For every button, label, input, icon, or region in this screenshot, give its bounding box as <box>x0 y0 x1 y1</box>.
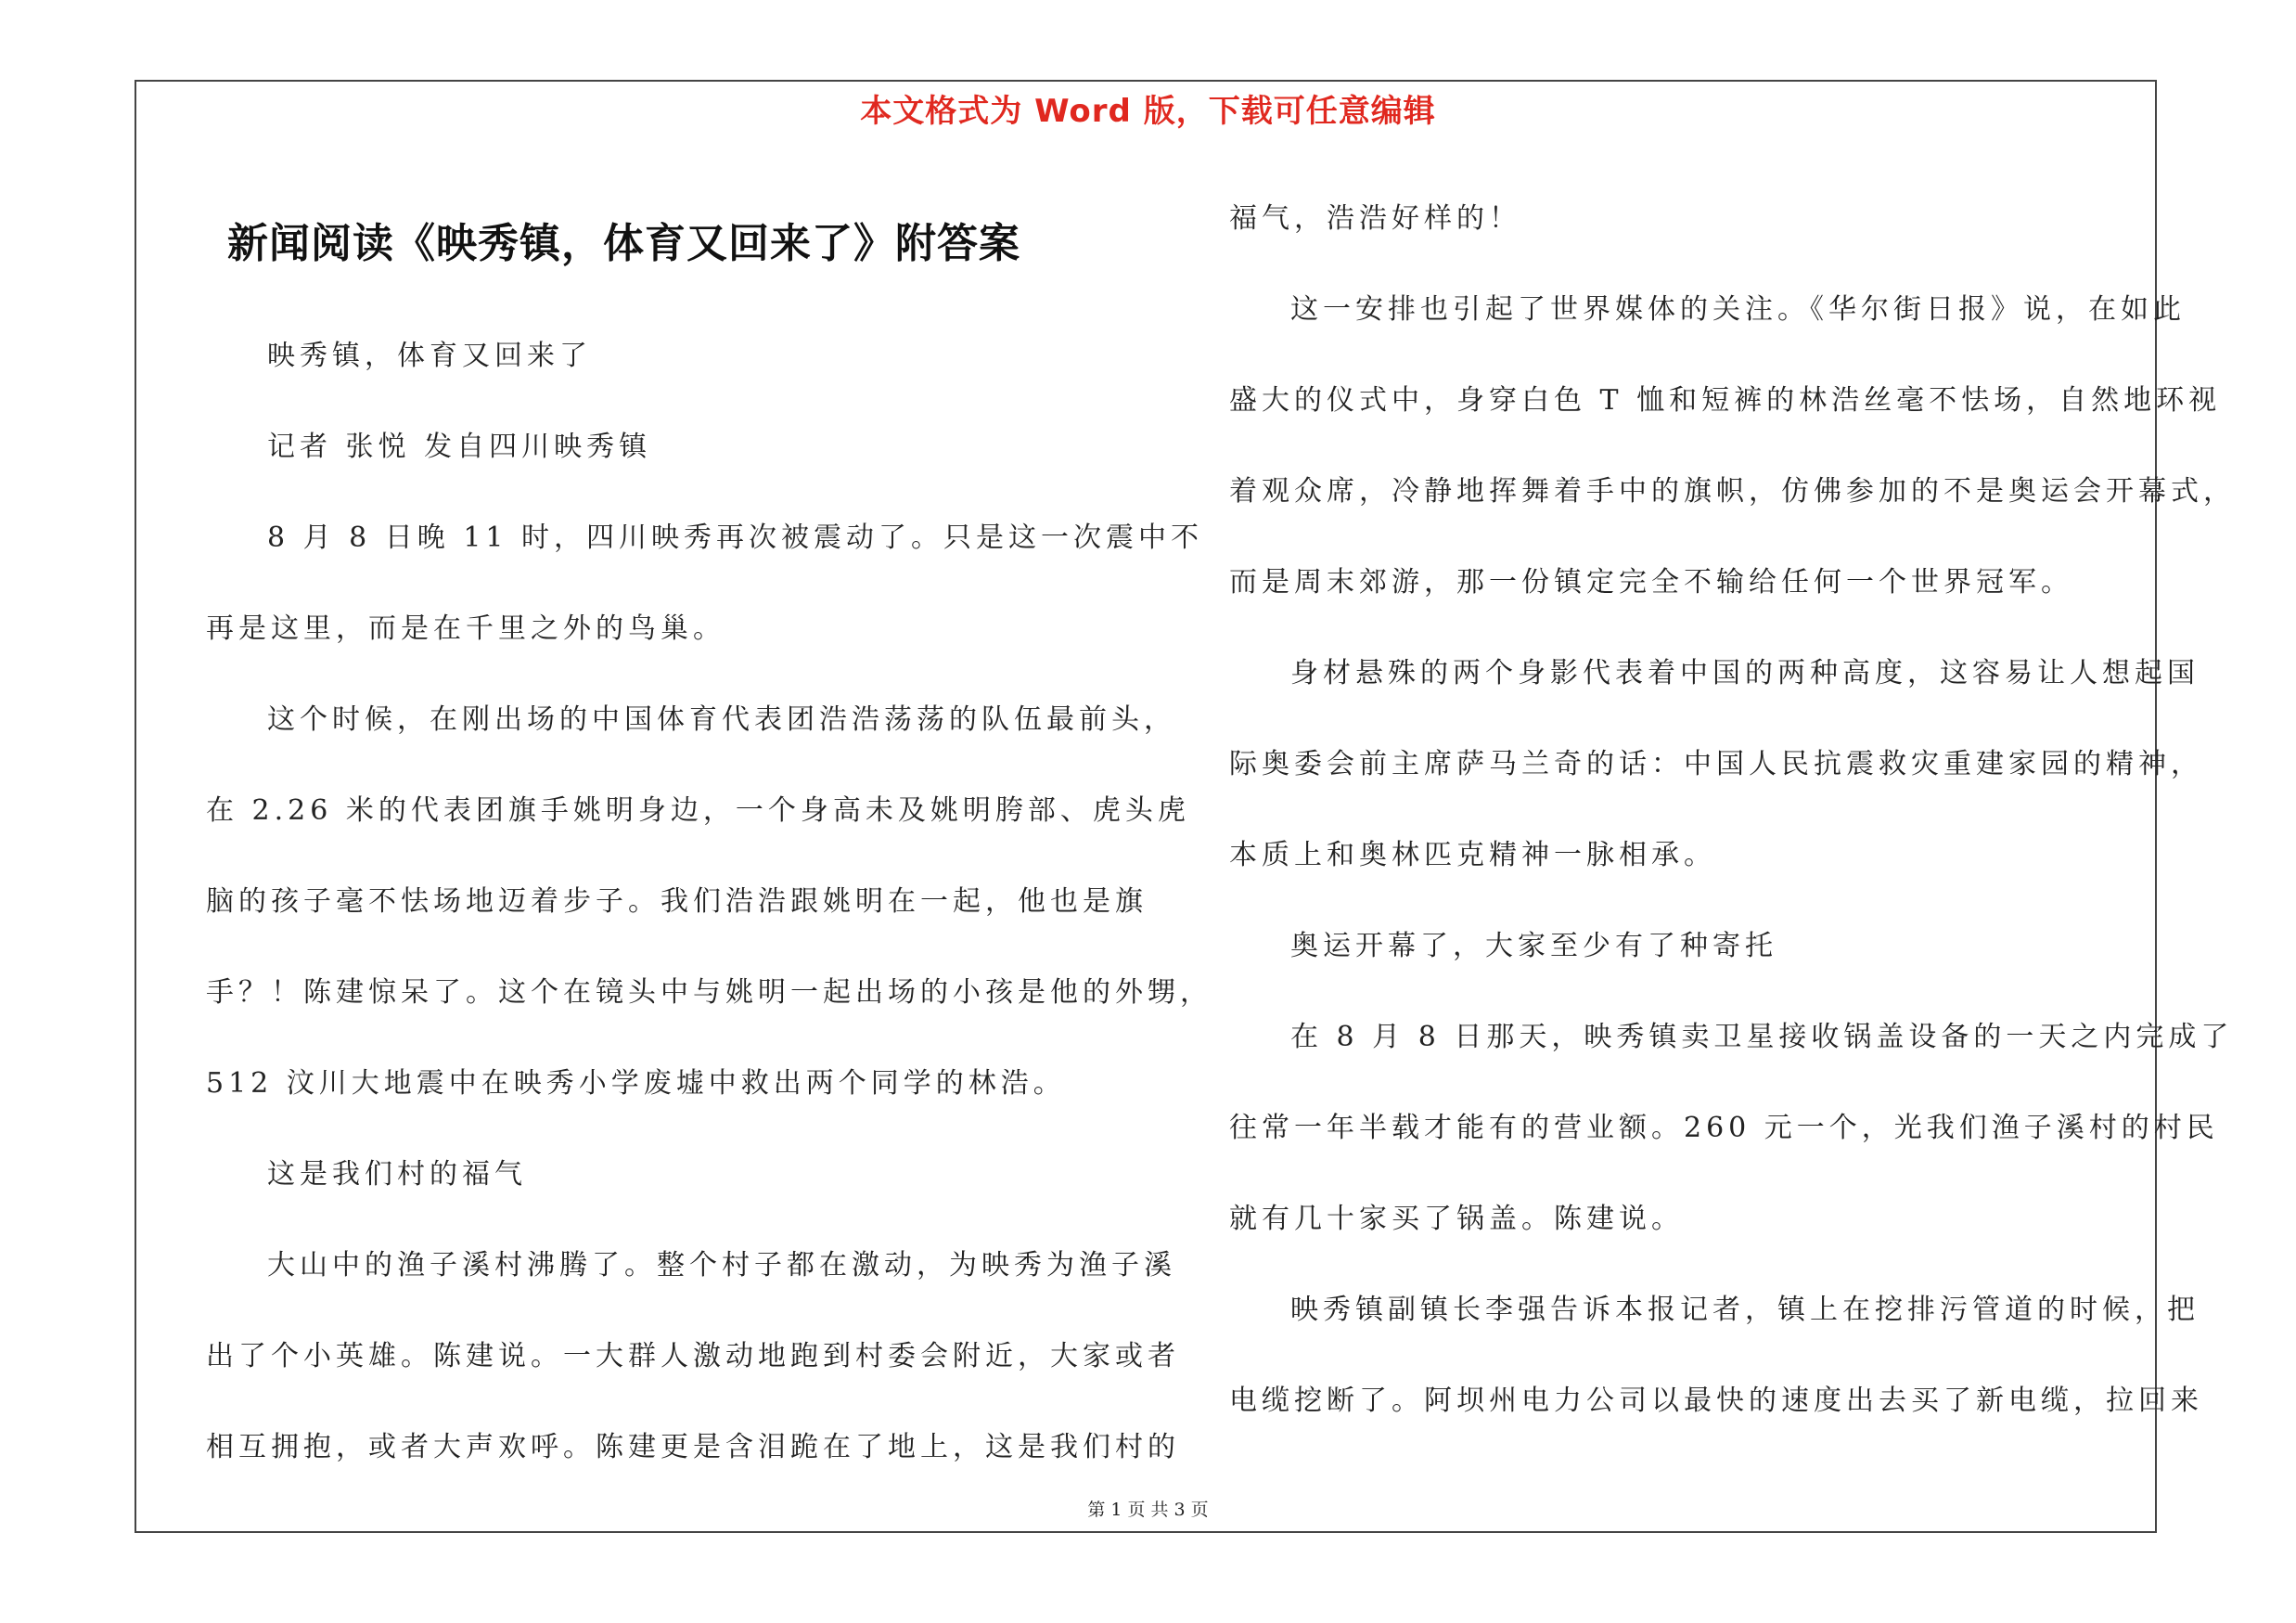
right-line: 而是周末郊游，那一份镇定完全不输给任何一个世界冠军。 <box>1229 566 2073 599</box>
right-line: 奥运开幕了，大家至少有了种寄托 <box>1290 930 1777 962</box>
left-line: 手？！陈建惊呆了。这个在镜头中与姚明一起出场的小孩是他的外甥， <box>206 976 1212 1009</box>
right-line: 就有几十家买了锅盖。陈建说。 <box>1229 1203 1684 1235</box>
left-line: 512 汶川大地震中在映秀小学废墟中救出两个同学的林浩。 <box>206 1067 1066 1100</box>
left-line: 映秀镇，体育又回来了 <box>267 340 592 372</box>
right-line: 在 8 月 8 日那天，映秀镇卖卫星接收锅盖设备的一天之内完成了 <box>1290 1021 2234 1053</box>
left-line: 记者 张悦 发自四川映秀镇 <box>267 431 652 463</box>
right-line: 映秀镇副镇长李强告诉本报记者，镇上在挖排污管道的时候，把 <box>1290 1294 2200 1326</box>
left-line: 这个时候，在刚出场的中国体育代表团浩浩荡荡的队伍最前头， <box>267 703 1176 736</box>
page-footer: 第 1 页 共 3 页 <box>1087 1500 1209 1520</box>
left-line: 出了个小英雄。陈建说。一大群人激动地跑到村委会附近，大家或者 <box>206 1340 1180 1372</box>
right-line: 盛大的仪式中，身穿白色 T 恤和短裤的林浩丝毫不怯场，自然地环视 <box>1229 384 2222 417</box>
left-line: 这是我们村的福气 <box>267 1158 527 1191</box>
right-line: 往常一年半载才能有的营业额。260 元一个，光我们渔子溪村的村民 <box>1229 1112 2219 1144</box>
left-line: 再是这里，而是在千里之外的鸟巢。 <box>206 612 725 645</box>
right-line: 这一安排也引起了世界媒体的关注。《华尔街日报》说，在如此 <box>1290 293 2186 326</box>
left-line: 脑的孩子毫不怯场地迈着步子。我们浩浩跟姚明在一起，他也是旗 <box>206 885 1148 918</box>
left-line: 相互拥抱，或者大声欢呼。陈建更是含泪跪在了地上，这是我们村的 <box>206 1431 1180 1463</box>
format-banner: 本文格式为 Word 版，下载可任意编辑 <box>860 93 1436 130</box>
left-line: 在 2.26 米的代表团旗手姚明身边，一个身高未及姚明胯部、虎头虎 <box>206 794 1190 827</box>
right-line: 身材悬殊的两个身影代表着中国的两种高度，这容易让人想起国 <box>1290 657 2200 689</box>
right-line: 着观众席，冷静地挥舞着手中的旗帜，仿佛参加的不是奥运会开幕式， <box>1229 475 2236 508</box>
right-line: 电缆挖断了。阿坝州电力公司以最快的速度出去买了新电缆，拉回来 <box>1229 1385 2203 1417</box>
right-line: 本质上和奥林匹克精神一脉相承。 <box>1229 839 1716 871</box>
left-line: 8 月 8 日晚 11 时，四川映秀再次被震动了。只是这一次震中不 <box>267 522 1204 554</box>
right-line: 福气，浩浩好样的！ <box>1229 202 1521 235</box>
article-title: 新闻阅读《映秀镇，体育又回来了》附答案 <box>227 220 1020 267</box>
right-line: 际奥委会前主席萨马兰奇的话：中国人民抗震救灾重建家园的精神， <box>1229 748 2203 780</box>
left-line: 大山中的渔子溪村沸腾了。整个村子都在激动，为映秀为渔子溪 <box>267 1249 1176 1282</box>
